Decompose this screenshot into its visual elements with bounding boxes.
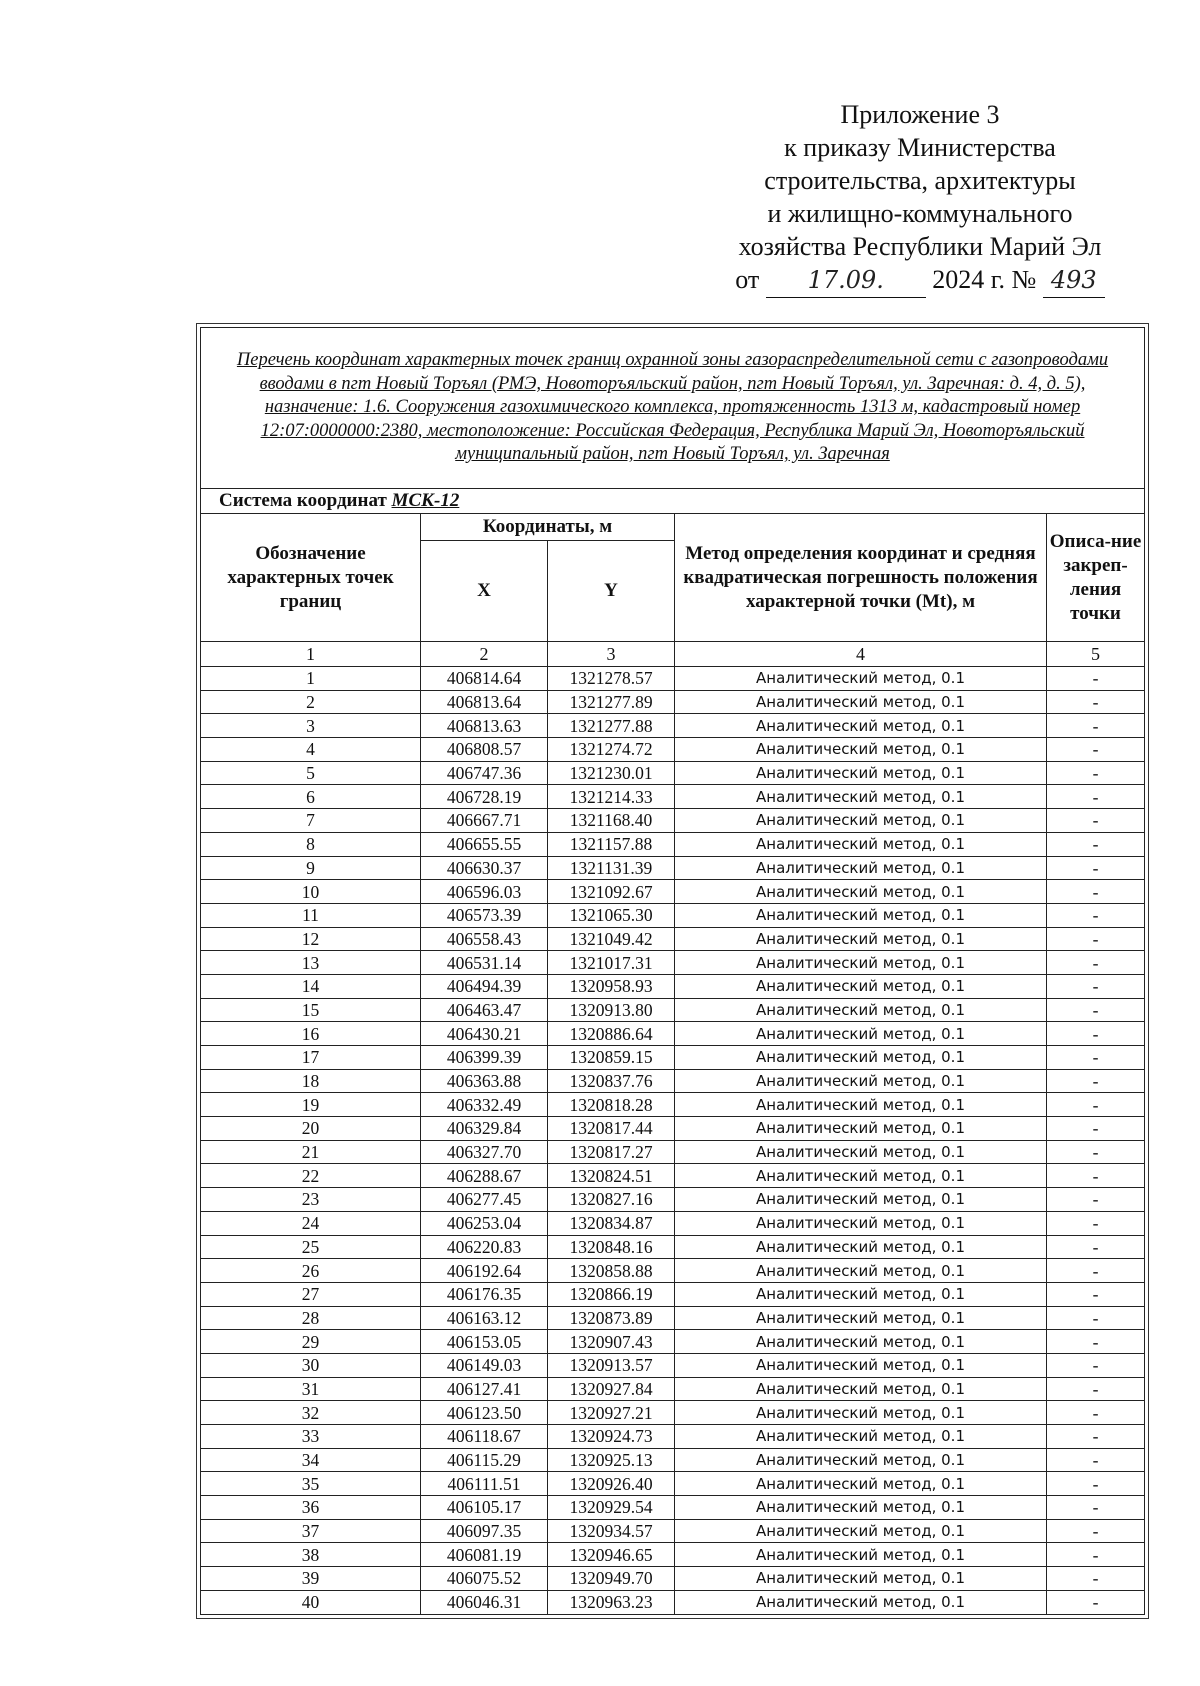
cell-x: 406288.67 — [421, 1164, 548, 1188]
cell-y: 1320818.28 — [548, 1093, 675, 1117]
cell-y: 1320927.21 — [548, 1401, 675, 1425]
cell-method: Аналитический метод, 0.1 — [675, 1211, 1047, 1235]
table-row — [201, 785, 1145, 809]
cell-method: Аналитический метод, 0.1 — [675, 1353, 1047, 1377]
table-row — [201, 1211, 1145, 1235]
column-number: 5 — [1047, 642, 1145, 667]
number-field — [1043, 263, 1105, 298]
cell-point-id: 2 — [201, 690, 421, 714]
table-row — [201, 1306, 1145, 1330]
system-name: МСК-12 — [391, 490, 460, 511]
cell-point-id: 16 — [201, 1022, 421, 1046]
table-row — [201, 974, 1145, 998]
cell-y: 1320858.88 — [548, 1259, 675, 1283]
cell-desc: - — [1047, 714, 1145, 738]
coordinate-system-row — [201, 489, 1145, 514]
handwritten-date: 17.09. — [807, 266, 884, 294]
cell-x: 406153.05 — [421, 1330, 548, 1354]
cell-desc: - — [1047, 903, 1145, 927]
cell-y: 1320934.57 — [548, 1519, 675, 1543]
cell-point-id: 22 — [201, 1164, 421, 1188]
table-row — [201, 809, 1145, 833]
cell-desc: - — [1047, 1046, 1145, 1070]
cell-desc: - — [1047, 1188, 1145, 1212]
cell-y: 1320925.13 — [548, 1448, 675, 1472]
cell-method: Аналитический метод, 0.1 — [675, 1401, 1047, 1425]
cell-x: 406630.37 — [421, 856, 548, 880]
cell-y: 1321214.33 — [548, 785, 675, 809]
cell-desc: - — [1047, 1164, 1145, 1188]
cell-point-id: 5 — [201, 761, 421, 785]
cell-method: Аналитический метод, 0.1 — [675, 832, 1047, 856]
cell-point-id: 19 — [201, 1093, 421, 1117]
table-row — [201, 1377, 1145, 1401]
cell-point-id: 3 — [201, 714, 421, 738]
cell-x: 406097.35 — [421, 1519, 548, 1543]
cell-x: 406163.12 — [421, 1306, 548, 1330]
table-row — [201, 1259, 1145, 1283]
cell-desc: - — [1047, 1306, 1145, 1330]
cell-y: 1320848.16 — [548, 1235, 675, 1259]
cell-desc: - — [1047, 951, 1145, 975]
cell-method: Аналитический метод, 0.1 — [675, 1164, 1047, 1188]
cell-desc: - — [1047, 1022, 1145, 1046]
cell-y: 1320859.15 — [548, 1046, 675, 1070]
cell-method: Аналитический метод, 0.1 — [675, 1259, 1047, 1283]
cell-y: 1321092.67 — [548, 880, 675, 904]
cell-desc: - — [1047, 1211, 1145, 1235]
cell-x: 406111.51 — [421, 1472, 548, 1496]
col-header-point: Обозначение характерных точек границ — [201, 514, 421, 642]
cell-point-id: 8 — [201, 832, 421, 856]
table-row — [201, 738, 1145, 762]
cell-x: 406728.19 — [421, 785, 548, 809]
cell-desc: - — [1047, 1330, 1145, 1354]
annex-line: к приказу Министерства — [784, 133, 1056, 162]
cell-point-id: 31 — [201, 1377, 421, 1401]
cell-method: Аналитический метод, 0.1 — [675, 1496, 1047, 1520]
cell-y: 1320963.23 — [548, 1590, 675, 1614]
cell-desc: - — [1047, 690, 1145, 714]
cell-desc: - — [1047, 785, 1145, 809]
cell-y: 1320946.65 — [548, 1543, 675, 1567]
cell-desc: - — [1047, 1259, 1145, 1283]
annex-line: Приложение 3 — [840, 100, 1000, 129]
cell-method: Аналитический метод, 0.1 — [675, 1046, 1047, 1070]
cell-y: 1320873.89 — [548, 1306, 675, 1330]
cell-y: 1320913.57 — [548, 1353, 675, 1377]
table-row — [201, 1519, 1145, 1543]
cell-y: 1321157.88 — [548, 832, 675, 856]
table-row — [201, 690, 1145, 714]
cell-point-id: 10 — [201, 880, 421, 904]
column-number: 1 — [201, 642, 421, 667]
header-row — [201, 514, 1145, 541]
year-number-label: 2024 г. № — [932, 265, 1037, 294]
table-row — [201, 714, 1145, 738]
table-row — [201, 1022, 1145, 1046]
annex-line: строительства, архитектуры — [764, 166, 1076, 195]
cell-point-id: 24 — [201, 1211, 421, 1235]
cell-x: 406813.63 — [421, 714, 548, 738]
cell-y: 1320824.51 — [548, 1164, 675, 1188]
table-row — [201, 1117, 1145, 1141]
col-header-coords: Координаты, м — [421, 514, 675, 541]
cell-method: Аналитический метод, 0.1 — [675, 1235, 1047, 1259]
cell-point-id: 11 — [201, 903, 421, 927]
cell-point-id: 36 — [201, 1496, 421, 1520]
cell-y: 1320866.19 — [548, 1282, 675, 1306]
table-row — [201, 1401, 1145, 1425]
cell-point-id: 34 — [201, 1448, 421, 1472]
cell-y: 1320929.54 — [548, 1496, 675, 1520]
cell-method: Аналитический метод, 0.1 — [675, 690, 1047, 714]
system-label: Система координат — [219, 490, 387, 511]
cell-x: 406253.04 — [421, 1211, 548, 1235]
table-row — [201, 832, 1145, 856]
cell-method: Аналитический метод, 0.1 — [675, 927, 1047, 951]
table-row — [201, 1496, 1145, 1520]
cell-point-id: 14 — [201, 974, 421, 998]
coordinates-table — [200, 327, 1145, 1615]
cell-desc: - — [1047, 1543, 1145, 1567]
cell-x: 406046.31 — [421, 1590, 548, 1614]
cell-x: 406075.52 — [421, 1567, 548, 1591]
table-row — [201, 1046, 1145, 1070]
cell-method: Аналитический метод, 0.1 — [675, 1425, 1047, 1449]
table-row — [201, 1235, 1145, 1259]
cell-desc: - — [1047, 1069, 1145, 1093]
cell-desc: - — [1047, 809, 1145, 833]
table-title: Перечень координат характерных точек границ охранной зоны газораспределительной сети с газопроводами вводами в пгт Новый Торъял (РМЭ, Новоторъяльский район, пгт Новый Торъял, ул. Заречная: д. 4, д. 5), назначение: 1.6. Сооружения газохимического комплекса, протяженность 1313 м, кадастровый номер 12:07:0000000:2380, местоположение: Российская Федерация, Республика Марий Эл, Новоторъяльский муниципальный район, пгт Новый Торъял, ул. Заречная — [201, 328, 1145, 489]
cell-point-id: 1 — [201, 667, 421, 691]
table-row — [201, 1448, 1145, 1472]
cell-method: Аналитический метод, 0.1 — [675, 1282, 1047, 1306]
cell-x: 406176.35 — [421, 1282, 548, 1306]
cell-point-id: 13 — [201, 951, 421, 975]
cell-y: 1320949.70 — [548, 1567, 675, 1591]
cell-y: 1321131.39 — [548, 856, 675, 880]
table-row — [201, 761, 1145, 785]
cell-method: Аналитический метод, 0.1 — [675, 856, 1047, 880]
cell-x: 406327.70 — [421, 1140, 548, 1164]
cell-method: Аналитический метод, 0.1 — [675, 1567, 1047, 1591]
table-row — [201, 927, 1145, 951]
cell-point-id: 21 — [201, 1140, 421, 1164]
cell-point-id: 30 — [201, 1353, 421, 1377]
cell-desc: - — [1047, 1235, 1145, 1259]
cell-point-id: 12 — [201, 927, 421, 951]
table-row — [201, 880, 1145, 904]
cell-x: 406399.39 — [421, 1046, 548, 1070]
cell-method: Аналитический метод, 0.1 — [675, 998, 1047, 1022]
table-row — [201, 1188, 1145, 1212]
cell-x: 406127.41 — [421, 1377, 548, 1401]
cell-x: 406192.64 — [421, 1259, 548, 1283]
cell-desc: - — [1047, 1425, 1145, 1449]
table-row — [201, 1567, 1145, 1591]
cell-desc: - — [1047, 998, 1145, 1022]
cell-y: 1320834.87 — [548, 1211, 675, 1235]
cell-method: Аналитический метод, 0.1 — [675, 1093, 1047, 1117]
cell-x: 406430.21 — [421, 1022, 548, 1046]
cell-desc: - — [1047, 1282, 1145, 1306]
table-row — [201, 1590, 1145, 1614]
cell-method: Аналитический метод, 0.1 — [675, 903, 1047, 927]
cell-y: 1321274.72 — [548, 738, 675, 762]
cell-y: 1320958.93 — [548, 974, 675, 998]
cell-x: 406558.43 — [421, 927, 548, 951]
col-header-desc: Описа-ние закреп-ления точки — [1047, 514, 1145, 642]
cell-point-id: 38 — [201, 1543, 421, 1567]
cell-x: 406123.50 — [421, 1401, 548, 1425]
cell-method: Аналитический метод, 0.1 — [675, 738, 1047, 762]
cell-y: 1320907.43 — [548, 1330, 675, 1354]
cell-x: 406149.03 — [421, 1353, 548, 1377]
cell-y: 1321277.88 — [548, 714, 675, 738]
cell-y: 1320913.80 — [548, 998, 675, 1022]
cell-x: 406329.84 — [421, 1117, 548, 1141]
cell-desc: - — [1047, 1590, 1145, 1614]
cell-x: 406277.45 — [421, 1188, 548, 1212]
cell-x: 406115.29 — [421, 1448, 548, 1472]
cell-x: 406332.49 — [421, 1093, 548, 1117]
annex-header — [690, 98, 1150, 298]
cell-y: 1321017.31 — [548, 951, 675, 975]
cell-y: 1320837.76 — [548, 1069, 675, 1093]
cell-desc: - — [1047, 761, 1145, 785]
cell-desc: - — [1047, 1519, 1145, 1543]
cell-x: 406494.39 — [421, 974, 548, 998]
column-number: 4 — [675, 642, 1047, 667]
table-row — [201, 1353, 1145, 1377]
cell-desc: - — [1047, 1448, 1145, 1472]
cell-point-id: 18 — [201, 1069, 421, 1093]
cell-x: 406118.67 — [421, 1425, 548, 1449]
cell-method: Аналитический метод, 0.1 — [675, 880, 1047, 904]
cell-desc: - — [1047, 832, 1145, 856]
cell-x: 406081.19 — [421, 1543, 548, 1567]
cell-desc: - — [1047, 856, 1145, 880]
cell-method: Аналитический метод, 0.1 — [675, 1188, 1047, 1212]
cell-method: Аналитический метод, 0.1 — [675, 1330, 1047, 1354]
col-header-x: X — [421, 541, 548, 642]
cell-method: Аналитический метод, 0.1 — [675, 1022, 1047, 1046]
cell-y: 1320924.73 — [548, 1425, 675, 1449]
cell-desc: - — [1047, 1140, 1145, 1164]
cell-point-id: 32 — [201, 1401, 421, 1425]
col-header-y: Y — [548, 541, 675, 642]
cell-y: 1320817.27 — [548, 1140, 675, 1164]
cell-x: 406667.71 — [421, 809, 548, 833]
table-row — [201, 1164, 1145, 1188]
cell-x: 406813.64 — [421, 690, 548, 714]
cell-method: Аналитический метод, 0.1 — [675, 1472, 1047, 1496]
cell-x: 406105.17 — [421, 1496, 548, 1520]
cell-desc: - — [1047, 927, 1145, 951]
table-row — [201, 903, 1145, 927]
cell-y: 1321277.89 — [548, 690, 675, 714]
cell-point-id: 7 — [201, 809, 421, 833]
cell-method: Аналитический метод, 0.1 — [675, 785, 1047, 809]
cell-point-id: 25 — [201, 1235, 421, 1259]
cell-point-id: 33 — [201, 1425, 421, 1449]
cell-desc: - — [1047, 880, 1145, 904]
cell-method: Аналитический метод, 0.1 — [675, 1117, 1047, 1141]
coordinate-system — [201, 489, 1145, 514]
cell-x: 406596.03 — [421, 880, 548, 904]
cell-x: 406363.88 — [421, 1069, 548, 1093]
table-row — [201, 1543, 1145, 1567]
cell-y: 1321168.40 — [548, 809, 675, 833]
column-numbers-row — [201, 642, 1145, 667]
cell-point-id: 9 — [201, 856, 421, 880]
cell-point-id: 39 — [201, 1567, 421, 1591]
cell-desc: - — [1047, 1377, 1145, 1401]
col-header-method: Метод определения координат и средняя квадратическая погрешность положения характерной точки (Mt), м — [675, 514, 1047, 642]
table-row — [201, 1425, 1145, 1449]
cell-point-id: 6 — [201, 785, 421, 809]
table-row — [201, 998, 1145, 1022]
cell-desc: - — [1047, 1353, 1145, 1377]
cell-point-id: 28 — [201, 1306, 421, 1330]
cell-desc: - — [1047, 1496, 1145, 1520]
table-row — [201, 1330, 1145, 1354]
cell-desc: - — [1047, 1401, 1145, 1425]
cell-x: 406814.64 — [421, 667, 548, 691]
cell-method: Аналитический метод, 0.1 — [675, 951, 1047, 975]
table-row — [201, 951, 1145, 975]
cell-y: 1321230.01 — [548, 761, 675, 785]
cell-method: Аналитический метод, 0.1 — [675, 1590, 1047, 1614]
annex-line: хозяйства Республики Марий Эл — [738, 232, 1102, 261]
table-row — [201, 856, 1145, 880]
cell-point-id: 26 — [201, 1259, 421, 1283]
cell-x: 406573.39 — [421, 903, 548, 927]
cell-method: Аналитический метод, 0.1 — [675, 1069, 1047, 1093]
order-date-line — [690, 263, 1150, 298]
table-row — [201, 1140, 1145, 1164]
cell-point-id: 40 — [201, 1590, 421, 1614]
annex-line: и жилищно-коммунального — [767, 199, 1073, 228]
handwritten-number: 493 — [1050, 266, 1097, 294]
cell-desc: - — [1047, 974, 1145, 998]
cell-desc: - — [1047, 1117, 1145, 1141]
cell-y: 1320827.16 — [548, 1188, 675, 1212]
cell-x: 406463.47 — [421, 998, 548, 1022]
cell-point-id: 27 — [201, 1282, 421, 1306]
date-field — [766, 263, 926, 298]
cell-point-id: 23 — [201, 1188, 421, 1212]
cell-method: Аналитический метод, 0.1 — [675, 1519, 1047, 1543]
table-row — [201, 667, 1145, 691]
cell-point-id: 17 — [201, 1046, 421, 1070]
cell-method: Аналитический метод, 0.1 — [675, 1543, 1047, 1567]
cell-point-id: 29 — [201, 1330, 421, 1354]
cell-x: 406531.14 — [421, 951, 548, 975]
cell-desc: - — [1047, 1093, 1145, 1117]
cell-method: Аналитический метод, 0.1 — [675, 1377, 1047, 1401]
cell-method: Аналитический метод, 0.1 — [675, 667, 1047, 691]
cell-desc: - — [1047, 738, 1145, 762]
cell-y: 1321065.30 — [548, 903, 675, 927]
table-row — [201, 1093, 1145, 1117]
table-row — [201, 1069, 1145, 1093]
cell-y: 1321049.42 — [548, 927, 675, 951]
cell-y: 1320926.40 — [548, 1472, 675, 1496]
cell-point-id: 4 — [201, 738, 421, 762]
cell-method: Аналитический метод, 0.1 — [675, 761, 1047, 785]
cell-method: Аналитический метод, 0.1 — [675, 1140, 1047, 1164]
cell-x: 406655.55 — [421, 832, 548, 856]
cell-x: 406220.83 — [421, 1235, 548, 1259]
cell-x: 406747.36 — [421, 761, 548, 785]
cell-x: 406808.57 — [421, 738, 548, 762]
cell-point-id: 35 — [201, 1472, 421, 1496]
cell-desc: - — [1047, 1567, 1145, 1591]
cell-y: 1320886.64 — [548, 1022, 675, 1046]
cell-y: 1320817.44 — [548, 1117, 675, 1141]
cell-point-id: 15 — [201, 998, 421, 1022]
cell-method: Аналитический метод, 0.1 — [675, 714, 1047, 738]
table-row — [201, 1472, 1145, 1496]
cell-point-id: 37 — [201, 1519, 421, 1543]
cell-method: Аналитический метод, 0.1 — [675, 809, 1047, 833]
cell-desc: - — [1047, 667, 1145, 691]
table-row — [201, 1282, 1145, 1306]
column-number: 3 — [548, 642, 675, 667]
cell-point-id: 20 — [201, 1117, 421, 1141]
cell-y: 1321278.57 — [548, 667, 675, 691]
cell-y: 1320927.84 — [548, 1377, 675, 1401]
date-prefix: от — [735, 265, 760, 294]
cell-method: Аналитический метод, 0.1 — [675, 974, 1047, 998]
column-number: 2 — [421, 642, 548, 667]
table-title-row — [201, 328, 1145, 489]
cell-method: Аналитический метод, 0.1 — [675, 1306, 1047, 1330]
cell-desc: - — [1047, 1472, 1145, 1496]
cell-method: Аналитический метод, 0.1 — [675, 1448, 1047, 1472]
